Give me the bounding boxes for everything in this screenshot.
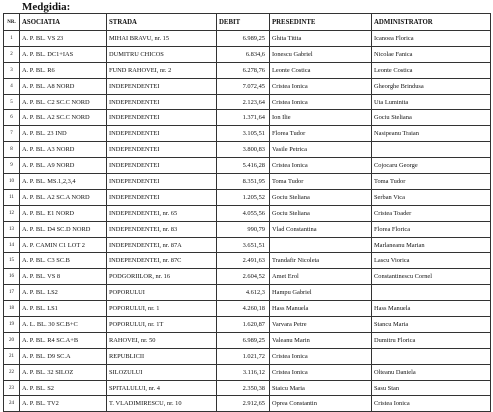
cell-administrator: Lascu Viorica — [372, 253, 491, 269]
cell-administrator: Stancu Maria — [372, 317, 491, 333]
cell-asociatia: A. P. BL. TV2 — [20, 396, 107, 412]
cell-nr: 16 — [4, 269, 20, 285]
cell-administrator: Gociu Steliana — [372, 110, 491, 126]
cell-nr: 9 — [4, 158, 20, 174]
table-row — [4, 46, 491, 62]
header-debit: DEBIT — [217, 14, 270, 31]
cell-asociatia: A. P. BL. D4 SC.D NORD — [20, 221, 107, 237]
cell-administrator: Dumitru Florica — [372, 332, 491, 348]
cell-debit: 1.205,52 — [217, 189, 270, 205]
cell-presedinte: Hass Manuela — [270, 301, 372, 317]
cell-administrator: Uta Luminita — [372, 94, 491, 110]
cell-presedinte: Cristea Ionica — [270, 348, 372, 364]
cell-debit: 7.072,45 — [217, 78, 270, 94]
cell-debit: 6.834,6 — [217, 46, 270, 62]
cell-asociatia: A. P. BL. DC1+IAS — [20, 46, 107, 62]
table-row — [4, 253, 491, 269]
cell-debit: 2.350,38 — [217, 380, 270, 396]
table-row — [4, 62, 491, 78]
cell-nr: 7 — [4, 126, 20, 142]
header-administrator: ADMINISTRATOR — [372, 14, 491, 31]
cell-administrator: Nicolae Fanica — [372, 46, 491, 62]
cell-nr: 17 — [4, 285, 20, 301]
cell-debit: 2.912,65 — [217, 396, 270, 412]
table-row — [4, 205, 491, 221]
table-row — [4, 221, 491, 237]
cell-asociatia: A. P. BL. VS 8 — [20, 269, 107, 285]
debtors-table — [3, 13, 491, 412]
cell-administrator: Icanoea Florica — [372, 31, 491, 47]
table-row — [4, 332, 491, 348]
cell-strada: INDEPENDENTEI — [107, 142, 217, 158]
cell-nr: 1 — [4, 31, 20, 47]
cell-debit: 990,79 — [217, 221, 270, 237]
cell-strada: INDEPENDENTEI, nr. 87C — [107, 253, 217, 269]
cell-debit: 3.105,51 — [217, 126, 270, 142]
cell-nr: 24 — [4, 396, 20, 412]
table-row — [4, 78, 491, 94]
table-row — [4, 396, 491, 412]
cell-presedinte: Leonte Costica — [270, 62, 372, 78]
table-row — [4, 237, 491, 253]
cell-administrator: Hass Manuela — [372, 301, 491, 317]
cell-administrator: Leonte Costica — [372, 62, 491, 78]
cell-presedinte — [270, 237, 372, 253]
cell-asociatia: A. P. BL. A3 NORD — [20, 142, 107, 158]
cell-strada: INDEPENDENTEI — [107, 126, 217, 142]
cell-debit: 2.491,63 — [217, 253, 270, 269]
cell-asociatia: A. P. BL. LS1 — [20, 301, 107, 317]
cell-administrator — [372, 285, 491, 301]
cell-debit: 1.021,72 — [217, 348, 270, 364]
cell-administrator: Cojocaru George — [372, 158, 491, 174]
cell-strada: RAHOVEI, nr. 50 — [107, 332, 217, 348]
cell-presedinte: Oprea Constantin — [270, 396, 372, 412]
table-row — [4, 158, 491, 174]
cell-presedinte: Amet Erol — [270, 269, 372, 285]
cell-strada: INDEPENDENTEI, nr. 65 — [107, 205, 217, 221]
cell-debit: 2.604,52 — [217, 269, 270, 285]
cell-administrator — [372, 142, 491, 158]
cell-administrator: Toma Tudor — [372, 174, 491, 190]
cell-presedinte: Cristea Ionica — [270, 78, 372, 94]
cell-nr: 4 — [4, 78, 20, 94]
cell-administrator: Sasu Stan — [372, 380, 491, 396]
cell-administrator: Gheorghe Brindusa — [372, 78, 491, 94]
cell-presedinte: Ion Ilie — [270, 110, 372, 126]
cell-strada: INDEPENDENTEI — [107, 78, 217, 94]
cell-debit: 2.123,64 — [217, 94, 270, 110]
cell-nr: 13 — [4, 221, 20, 237]
cell-asociatia: A. P. BL. R6 — [20, 62, 107, 78]
cell-nr: 21 — [4, 348, 20, 364]
cell-nr: 11 — [4, 189, 20, 205]
table-header-row — [4, 14, 491, 31]
cell-presedinte: Varvara Petre — [270, 317, 372, 333]
cell-asociatia: A. P. BL. VS 23 — [20, 31, 107, 47]
cell-presedinte: Gociu Steliana — [270, 189, 372, 205]
cell-asociatia: A. P. BL. D9 SC.A — [20, 348, 107, 364]
cell-asociatia: A. P. BL. 23 IND — [20, 126, 107, 142]
cell-administrator: Olteanu Daniela — [372, 364, 491, 380]
cell-debit: 6.989,25 — [217, 31, 270, 47]
cell-strada: PODGORIILOR, nr. 16 — [107, 269, 217, 285]
cell-presedinte: Florea Tudor — [270, 126, 372, 142]
cell-debit: 4.612,3 — [217, 285, 270, 301]
cell-asociatia: A. P. BL. A9 NORD — [20, 158, 107, 174]
cell-nr: 23 — [4, 380, 20, 396]
header-presedinte: PRESEDINTE — [270, 14, 372, 31]
cell-strada: INDEPENDENTEI — [107, 158, 217, 174]
cell-presedinte: Hampu Gabriel — [270, 285, 372, 301]
cell-presedinte: Vasile Petrica — [270, 142, 372, 158]
table-row — [4, 174, 491, 190]
cell-strada: INDEPENDENTEI, nr. 83 — [107, 221, 217, 237]
table-body — [4, 31, 491, 412]
table-row — [4, 126, 491, 142]
table-row — [4, 301, 491, 317]
cell-debit: 1.371,64 — [217, 110, 270, 126]
cell-strada: INDEPENDENTEI — [107, 189, 217, 205]
cell-administrator: Cristea Ionica — [372, 396, 491, 412]
cell-nr: 10 — [4, 174, 20, 190]
cell-debit: 3.651,51 — [217, 237, 270, 253]
table-row — [4, 189, 491, 205]
cell-administrator: Marlaneanu Marian — [372, 237, 491, 253]
cell-strada: INDEPENDENTEI, nr. 87A — [107, 237, 217, 253]
cell-presedinte: Cristea Ionica — [270, 364, 372, 380]
cell-nr: 14 — [4, 237, 20, 253]
cell-asociatia: A. P. BL. E1 NORD — [20, 205, 107, 221]
cell-debit: 6.278,76 — [217, 62, 270, 78]
cell-strada: FUND RAHOVEI, nr. 2 — [107, 62, 217, 78]
table-row — [4, 364, 491, 380]
cell-strada: INDEPENDENTEI — [107, 110, 217, 126]
cell-asociatia: A. P. BL. C3 SC.B — [20, 253, 107, 269]
table-row — [4, 317, 491, 333]
cell-nr: 5 — [4, 94, 20, 110]
header-nr: NR. — [4, 14, 20, 31]
cell-nr: 3 — [4, 62, 20, 78]
page-title: Medgidia: — [22, 1, 71, 13]
cell-administrator: Constantinescu Cornel — [372, 269, 491, 285]
cell-nr: 19 — [4, 317, 20, 333]
cell-asociatia: A. P. BL. 32 SILOZ — [20, 364, 107, 380]
cell-administrator: Nasipeanu Traian — [372, 126, 491, 142]
cell-asociatia: A. P. BL. C2 SC.C NORD — [20, 94, 107, 110]
table-row — [4, 269, 491, 285]
cell-strada: POPORULUI, nr. 1 — [107, 301, 217, 317]
cell-presedinte: Vlad Constantina — [270, 221, 372, 237]
cell-administrator: Florea Florica — [372, 221, 491, 237]
cell-debit: 3.116,12 — [217, 364, 270, 380]
cell-asociatia: A. P. BL. MS.1,2,3,4 — [20, 174, 107, 190]
cell-strada: INDEPENDENTEI — [107, 94, 217, 110]
table-row — [4, 94, 491, 110]
table-row — [4, 380, 491, 396]
cell-nr: 20 — [4, 332, 20, 348]
table-row — [4, 285, 491, 301]
cell-asociatia: A. P. CAMIN C1 LOT 2 — [20, 237, 107, 253]
cell-presedinte: Ghita Titita — [270, 31, 372, 47]
cell-nr: 2 — [4, 46, 20, 62]
cell-presedinte: Gociu Steliana — [270, 205, 372, 221]
cell-strada: DUMITRU CHICOS — [107, 46, 217, 62]
cell-debit: 4.055,56 — [217, 205, 270, 221]
cell-asociatia: A. P. BL. R4 SC.A+B — [20, 332, 107, 348]
cell-nr: 18 — [4, 301, 20, 317]
cell-presedinte: Ionescu Gabriel — [270, 46, 372, 62]
table-row — [4, 110, 491, 126]
cell-presedinte: Cristea Ionica — [270, 94, 372, 110]
cell-nr: 6 — [4, 110, 20, 126]
cell-strada: SPITALULUI, nr. 4 — [107, 380, 217, 396]
table-row — [4, 142, 491, 158]
cell-debit: 4.260,18 — [217, 301, 270, 317]
cell-nr: 8 — [4, 142, 20, 158]
cell-strada: MIHAI BRAVU, nr. 15 — [107, 31, 217, 47]
cell-asociatia: A. P. BL. A2 SC.C NORD — [20, 110, 107, 126]
cell-administrator: Serban Vica — [372, 189, 491, 205]
cell-presedinte: Toma Tudor — [270, 174, 372, 190]
cell-nr: 15 — [4, 253, 20, 269]
cell-asociatia: A. L. BL. 30 SC.B+C — [20, 317, 107, 333]
cell-asociatia: A. P. BL. LS2 — [20, 285, 107, 301]
cell-presedinte: Cristea Ionica — [270, 158, 372, 174]
cell-debit: 5.416,28 — [217, 158, 270, 174]
cell-nr: 22 — [4, 364, 20, 380]
cell-strada: POPORULUI, nr. 1T — [107, 317, 217, 333]
cell-strada: REPUBLICII — [107, 348, 217, 364]
cell-asociatia: A. P. BL. S2 — [20, 380, 107, 396]
cell-administrator: Cristea Toader — [372, 205, 491, 221]
cell-asociatia: A. P. BL. A2 SC.A NORD — [20, 189, 107, 205]
cell-strada: POPORULUI — [107, 285, 217, 301]
cell-presedinte: Valeanu Marin — [270, 332, 372, 348]
header-asociatia: ASOCIATIA — [20, 14, 107, 31]
cell-debit: 6.989,25 — [217, 332, 270, 348]
cell-administrator — [372, 348, 491, 364]
cell-debit: 3.800,83 — [217, 142, 270, 158]
header-strada: STRADA — [107, 14, 217, 31]
cell-debit: 8.351,95 — [217, 174, 270, 190]
cell-debit: 1.620,87 — [217, 317, 270, 333]
table-row — [4, 348, 491, 364]
cell-asociatia: A. P. BL. A8 NORD — [20, 78, 107, 94]
cell-strada: T. VLADIMIRESCU, nr. 10 — [107, 396, 217, 412]
cell-presedinte: Staicu Maria — [270, 380, 372, 396]
table-row — [4, 31, 491, 47]
cell-strada: INDEPENDENTEI — [107, 174, 217, 190]
cell-nr: 12 — [4, 205, 20, 221]
cell-presedinte: Trandafir Nicoleta — [270, 253, 372, 269]
cell-strada: SILOZULUI — [107, 364, 217, 380]
